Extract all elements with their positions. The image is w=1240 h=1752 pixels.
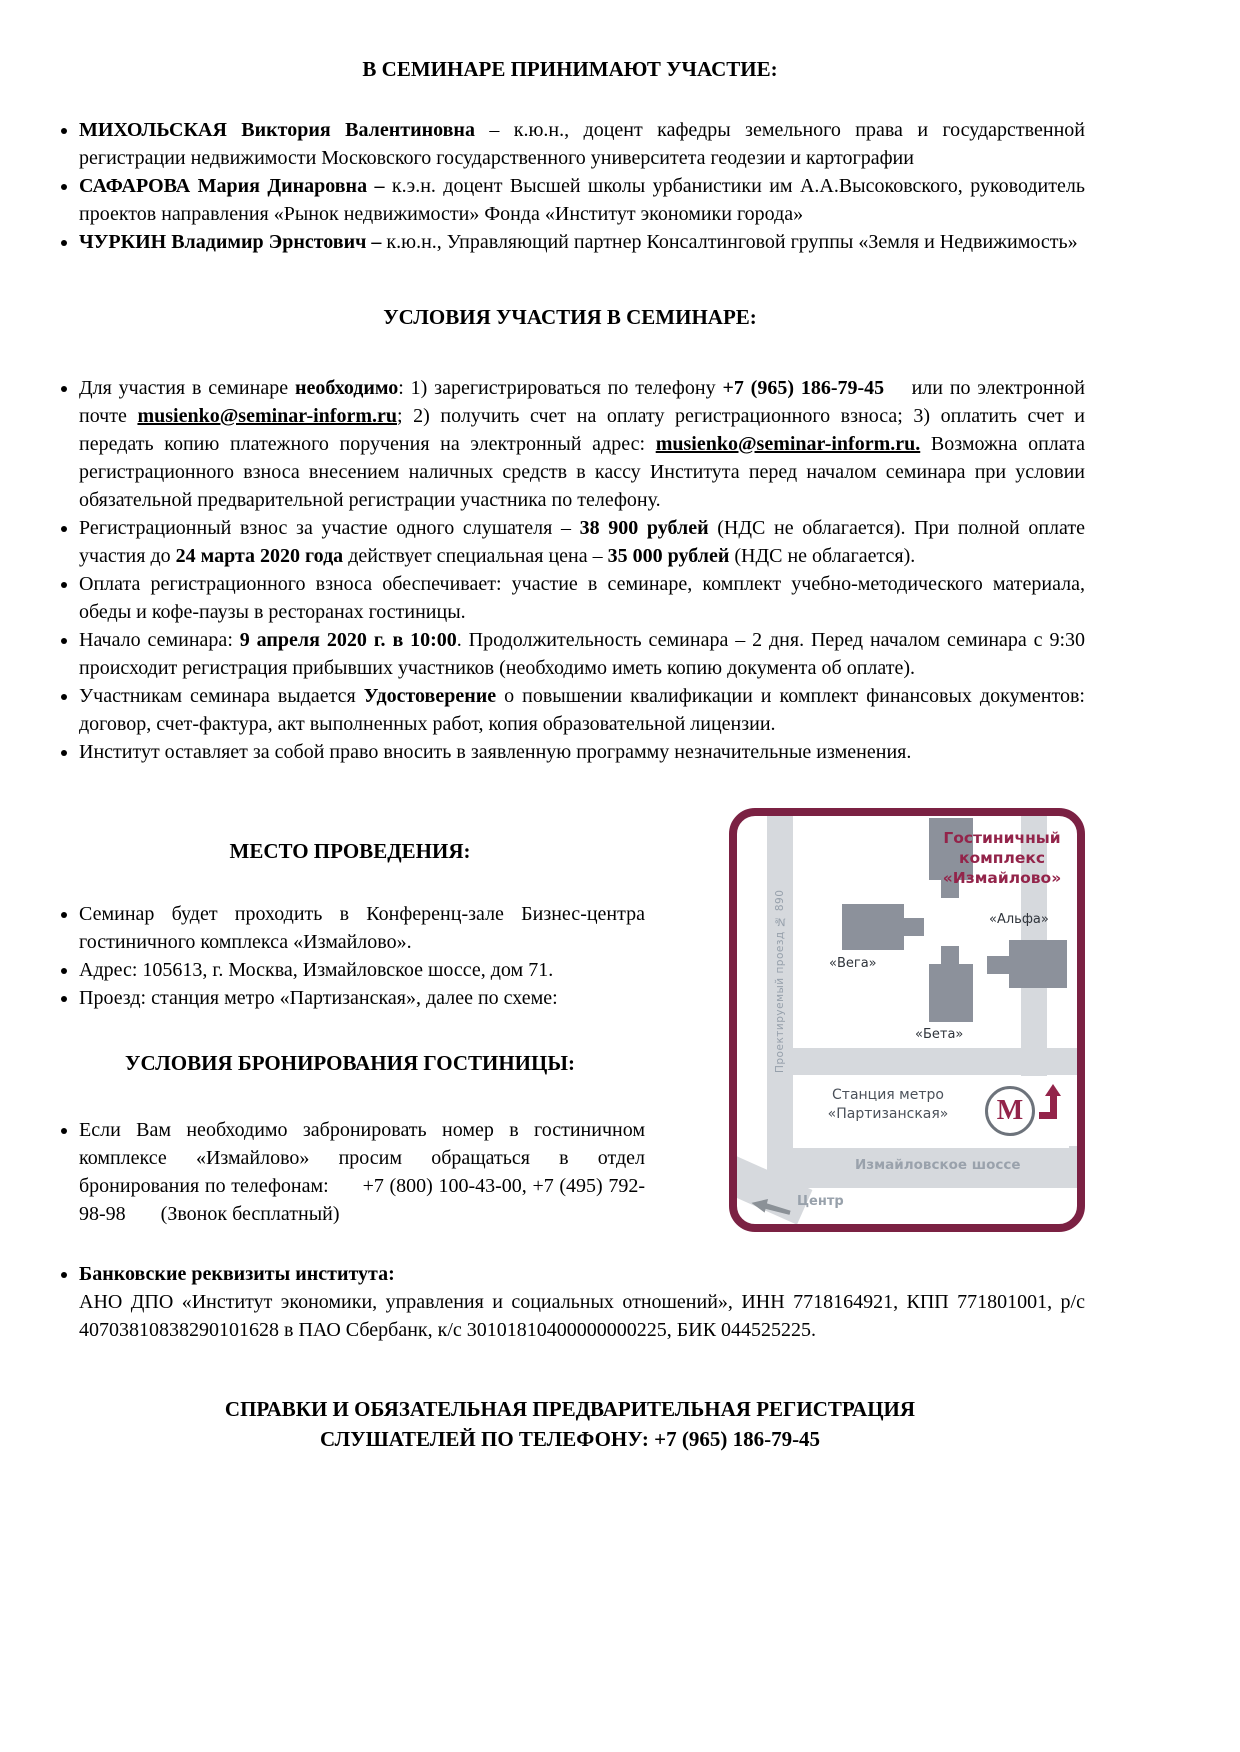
metro-logo-icon [985, 1086, 1035, 1136]
text-segment: – к.ю.н., доцент кафедры земельного права и государственной регистрации недвижимости Московского государственного университета геодезии и картографии [79, 119, 1085, 169]
center-direction-label: Центр [797, 1194, 844, 1209]
arrow-stem [1050, 1096, 1057, 1112]
bank-details: АНО ДПО «Институт экономики, управления и социальных отношений», ИНН 7718164921, КПП 771801001, р/с 40703810838290101628 в ПАО Сбербанк, к/с 30101810400000000225, БИК 044525225. [79, 1291, 1085, 1341]
text-segment: 9 апреля 2020 г. в 10:00 [239, 629, 457, 651]
bank-details-list [55, 1260, 1085, 1344]
metro-station-line: Станция метро [832, 1087, 944, 1103]
text-segment: о повышении квалификации и комплект финансовых документов: договор, счет-фактура, акт выполненных работ, копия образовательной лицензии. [79, 685, 1085, 735]
arrow-head [1045, 1084, 1061, 1096]
text-segment: +7 (965) 186-79-45 [722, 377, 885, 399]
arrow-foot [1039, 1112, 1057, 1119]
text-segment: Оплата регистрационного взноса обеспечивает: участие в семинаре, комплект учебно-методического материала, обеды и кофе-паузы в ресторанах гостиницы. [79, 573, 1085, 623]
location-map [729, 808, 1085, 1232]
building-vega [904, 918, 924, 936]
text-segment: Институт оставляет за собой право вносить в заявленную программу незначительные изменения. [79, 741, 912, 763]
bank-label: • Банковские реквизиты института: [79, 1263, 395, 1285]
participant-item [79, 228, 1085, 256]
building-alfa [987, 956, 1009, 974]
condition-item [79, 514, 1085, 570]
text-segment: 38 900 рублей [579, 517, 709, 539]
building-vega [842, 904, 904, 950]
text-segment: Регистрационный взнос за участие одного слушателя – [79, 517, 580, 539]
heading-participants: В СЕМИНАРЕ ПРИНИМАЮТ УЧАСТИЕ: [362, 57, 778, 81]
footer-registration-note: СПРАВКИ И ОБЯЗАТЕЛЬНАЯ ПРЕДВАРИТЕЛЬНАЯ РЕГИСТРАЦИЯ СЛУШАТЕЛЕЙ ПО ТЕЛЕФОНУ: +7 (965) 186-79-45 [224, 1397, 916, 1451]
heading-venue: МЕСТО ПРОВЕДЕНИЯ: [229, 839, 471, 863]
venue-column [55, 808, 645, 1232]
text-segment: 24 марта 2020 года [175, 545, 344, 567]
building-alfa [1009, 940, 1067, 988]
metro-exit-arrow-icon [1039, 1084, 1063, 1124]
participants-list [55, 116, 1085, 256]
metro-letter: М [996, 1095, 1024, 1126]
building-beta [929, 964, 973, 1022]
text-segment: Начало семинара: [79, 629, 240, 651]
map-title-line: Гостиничный [943, 829, 1061, 847]
condition-item [79, 682, 1085, 738]
venue-item: • Семинар будет проходить в Конференц-зале Бизнес-центра гостиничного комплекса «Измайлово». [79, 900, 645, 956]
road-upper [767, 1048, 1077, 1075]
booking-list [55, 1116, 645, 1228]
email-link[interactable]: musienko@seminar-inform.ru. [655, 433, 921, 455]
booking-item: • Если Вам необходимо забронировать номер в гостиничном комплексе «Измайлово» просим обращаться в отдел бронирования по телефонам: +7 (800) 100-43-00, +7 (495) 792-98-98 (Звонок бесплатный) [79, 1116, 645, 1228]
building-beta-label: «Бета» [915, 1027, 964, 1042]
text-segment: (НДС не облагается). [729, 545, 916, 567]
text-segment: САФАРОВА Мария Динаровна – [79, 175, 385, 197]
email-link[interactable]: musienko@seminar-inform.ru [137, 405, 397, 427]
text-segment: действует специальная цена – [343, 545, 608, 567]
text-segment: к.ю.н., Управляющий партнер Консалтинговой группы «Земля и Недвижимость» [381, 231, 1078, 253]
heading-booking: УСЛОВИЯ БРОНИРОВАНИЯ ГОСТИНИЦЫ: [125, 1051, 575, 1075]
text-segment: Возможна оплата регистрационного взноса внесением наличных средств в кассу Института перед началом семинара при условии обязательной предварительной регистрации участника по телефону. [79, 433, 1085, 511]
building-alfa-label: «Альфа» [989, 912, 1049, 927]
participant-item [79, 172, 1085, 228]
metro-station-line: «Партизанская» [827, 1105, 949, 1122]
text-segment: МИХОЛЬСКАЯ Виктория Валентиновна [79, 119, 475, 141]
building-vega-label: «Вега» [829, 956, 877, 971]
heading-conditions: УСЛОВИЯ УЧАСТИЯ В СЕМИНАРЕ: [383, 305, 757, 329]
map-title [931, 828, 1073, 888]
text-segment: к.э.н. доцент Высшей школы урбанистики им А.А.Высоковского, руководитель проектов направления «Рынок недвижимости» Фонда «Институт экономики города» [79, 175, 1085, 225]
map-title-line: комплекс [958, 849, 1046, 868]
text-segment: 35 000 рублей [607, 545, 730, 567]
text-segment: или по электронной почте [79, 377, 1086, 427]
conditions-list [55, 374, 1085, 766]
map-title-line: «Измайлово» [942, 869, 1062, 888]
venue-item: • Адрес: 105613, г. Москва, Измайловское шоссе, дом 71. [79, 956, 645, 984]
participant-item [79, 116, 1085, 172]
text-segment: Для участия в семинаре [79, 377, 295, 399]
text-segment: Участникам семинара выдается [79, 685, 364, 707]
text-segment: ЧУРКИН Владимир Эрнстович – [79, 231, 382, 253]
venue-list [55, 900, 645, 1012]
venue-section [55, 808, 1085, 1232]
condition-item [79, 570, 1085, 626]
text-segment: Удостоверение [363, 685, 497, 707]
text-segment: . Продолжительность семинара – 2 дня. Перед началом семинара с 9:30 происходит регистрация прибывших участников (необходимо иметь копию документа об оплате). [79, 629, 1086, 679]
highway-label: Измайловское шоссе [855, 1157, 1021, 1173]
condition-item [79, 738, 1085, 766]
text-segment: необходимо [294, 377, 399, 399]
venue-item: • Проезд: станция метро «Партизанская», далее по схеме: [79, 984, 645, 1012]
text-segment: ; 2) получить счет на оплату регистрационного взноса; 3) оплатить счет и передать копию платежного поручения на электронный адрес: [79, 405, 1085, 455]
condition-item [79, 374, 1085, 514]
metro-station-label [799, 1086, 977, 1124]
road-projected-drive-label: Проектируемый проезд № 890 [774, 889, 786, 1074]
text-segment: : 1) зарегистрироваться по телефону [398, 377, 723, 399]
condition-item [79, 626, 1085, 682]
metro-station-block [793, 1076, 1069, 1148]
building-beta [941, 946, 959, 964]
bank-item [79, 1260, 1085, 1344]
text-segment: (НДС не облагается). При полной оплате участия до [79, 517, 1086, 567]
